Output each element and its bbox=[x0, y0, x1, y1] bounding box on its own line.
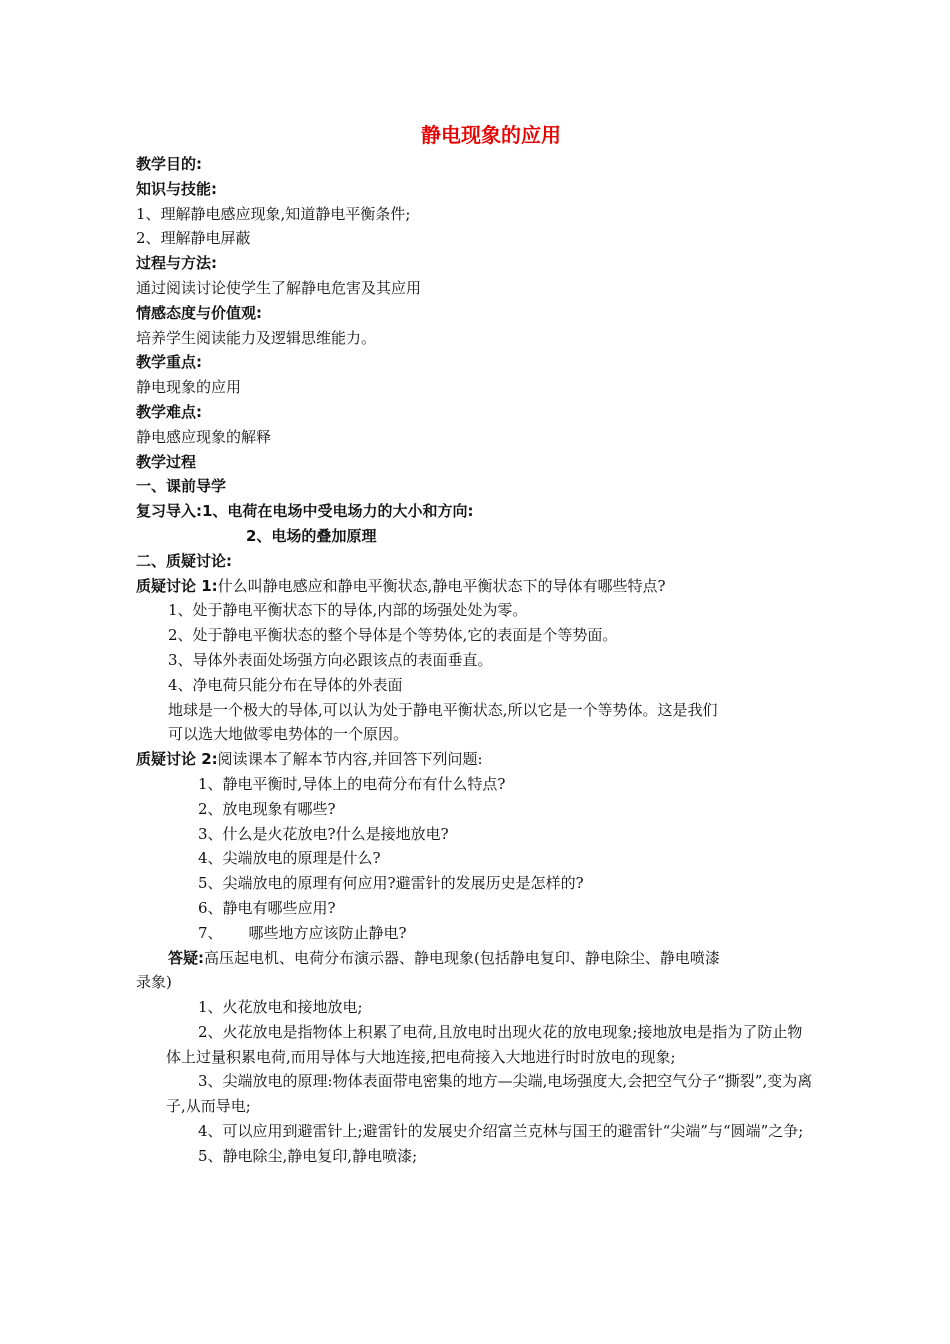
difficulty-heading: 教学难点: bbox=[136, 402, 202, 421]
review-item-1: 1、电荷在电场中受电场力的大小和方向: bbox=[202, 502, 474, 521]
answer-item: 4、可以应用到避雷针上;避雷针的发展史介绍富兰克林与国王的避雷针“尖端”与“圆端”之争; bbox=[198, 1122, 804, 1141]
q1-text: 什么叫静电感应和静电平衡状态,静电平衡状态下的导体有哪些特点? bbox=[217, 576, 666, 595]
q1-item: 3、导体外表面处场强方向必跟该点的表面垂直。 bbox=[168, 650, 493, 669]
key-heading: 教学重点: bbox=[136, 353, 202, 372]
answer-item: 1、火花放电和接地放电; bbox=[198, 998, 363, 1017]
q2-item-7-number: 7、 bbox=[198, 923, 223, 942]
procedure-heading: 教学过程 bbox=[136, 452, 197, 471]
review-label: 复习导入: bbox=[136, 502, 202, 521]
knowledge-heading: 知识与技能: bbox=[136, 179, 217, 198]
answer-item: 5、静电除尘,静电复印,静电喷漆; bbox=[198, 1146, 418, 1165]
answer-line-1: 高压起电机、电荷分布演示器、静电现象(包括静电复印、静电除尘、静电喷漆 bbox=[204, 948, 720, 967]
review-item-2: 2、电场的叠加原理 bbox=[246, 526, 377, 545]
q1-label: 质疑讨论 1: bbox=[136, 576, 218, 595]
q2-label: 质疑讨论 2: bbox=[136, 750, 218, 769]
emotion-text: 培养学生阅读能力及逻辑思维能力。 bbox=[136, 328, 377, 347]
q2-item: 4、尖端放电的原理是什么? bbox=[198, 849, 381, 868]
q2-item: 6、静电有哪些应用? bbox=[198, 898, 336, 917]
process-text: 通过阅读讨论使学生了解静电危害及其应用 bbox=[136, 278, 422, 297]
q2-item: 1、静电平衡时,导体上的电荷分布有什么特点? bbox=[198, 774, 506, 793]
key-text: 静电现象的应用 bbox=[136, 378, 242, 397]
page-title: 静电现象的应用 bbox=[421, 123, 561, 147]
q2-item: 3、什么是火花放电?什么是接地放电? bbox=[198, 824, 449, 843]
q1-line bbox=[136, 574, 816, 599]
q2-item: 5、尖端放电的原理有何应用?避雷针的发展历史是怎样的? bbox=[198, 874, 584, 893]
knowledge-item: 2、理解静电屏蔽 bbox=[136, 229, 251, 248]
q2-item-7-text: 哪些地方应该防止静电? bbox=[248, 923, 407, 942]
q1-item: 4、净电荷只能分布在导体的外表面 bbox=[168, 675, 403, 694]
emotion-heading: 情感态度与价值观: bbox=[136, 303, 262, 322]
objectives-heading: 教学目的: bbox=[136, 155, 202, 173]
knowledge-item: 1、理解静电感应现象,知道静电平衡条件; bbox=[136, 204, 411, 223]
process-heading: 过程与方法: bbox=[136, 254, 217, 273]
document-page bbox=[136, 118, 816, 1169]
answer-label: 答疑: bbox=[168, 948, 204, 967]
q1-note-line: 可以选大地做零电势体的一个原因。 bbox=[168, 725, 409, 744]
q2-item: 2、放电现象有哪些? bbox=[198, 799, 336, 818]
review-line bbox=[136, 499, 816, 524]
answer-line bbox=[136, 946, 816, 971]
answer-item: 2、火花放电是指物体上积累了电荷,且放电时出现火花的放电现象;接地放电是指为了防止物体上过量积累电荷,而用导体与大地连接,把电荷接入大地进行时时放电的现象; bbox=[166, 1022, 803, 1066]
answer-item: 3、尖端放电的原理:物体表面带电密集的地方—尖端,电场强度大,会把空气分子“撕裂”,变为离子,从而导电; bbox=[166, 1072, 813, 1116]
q1-item: 1、处于静电平衡状态下的导体,内部的场强处处为零。 bbox=[168, 601, 528, 620]
section2-heading: 二、质疑讨论: bbox=[136, 551, 232, 570]
q1-note-line: 地球是一个极大的导体,可以认为处于静电平衡状态,所以它是一个等势体。这是我们 bbox=[168, 700, 718, 719]
q2-text: 阅读课本了解本节内容,并回答下列问题: bbox=[217, 750, 483, 769]
q1-item: 2、处于静电平衡状态的整个导体是个等势体,它的表面是个等势面。 bbox=[168, 626, 618, 645]
q2-item-7 bbox=[136, 921, 816, 946]
answer-line-2: 录象) bbox=[136, 973, 172, 992]
section1-heading: 一、课前导学 bbox=[136, 477, 227, 496]
q2-line bbox=[136, 747, 816, 772]
difficulty-text: 静电感应现象的解释 bbox=[136, 427, 272, 446]
